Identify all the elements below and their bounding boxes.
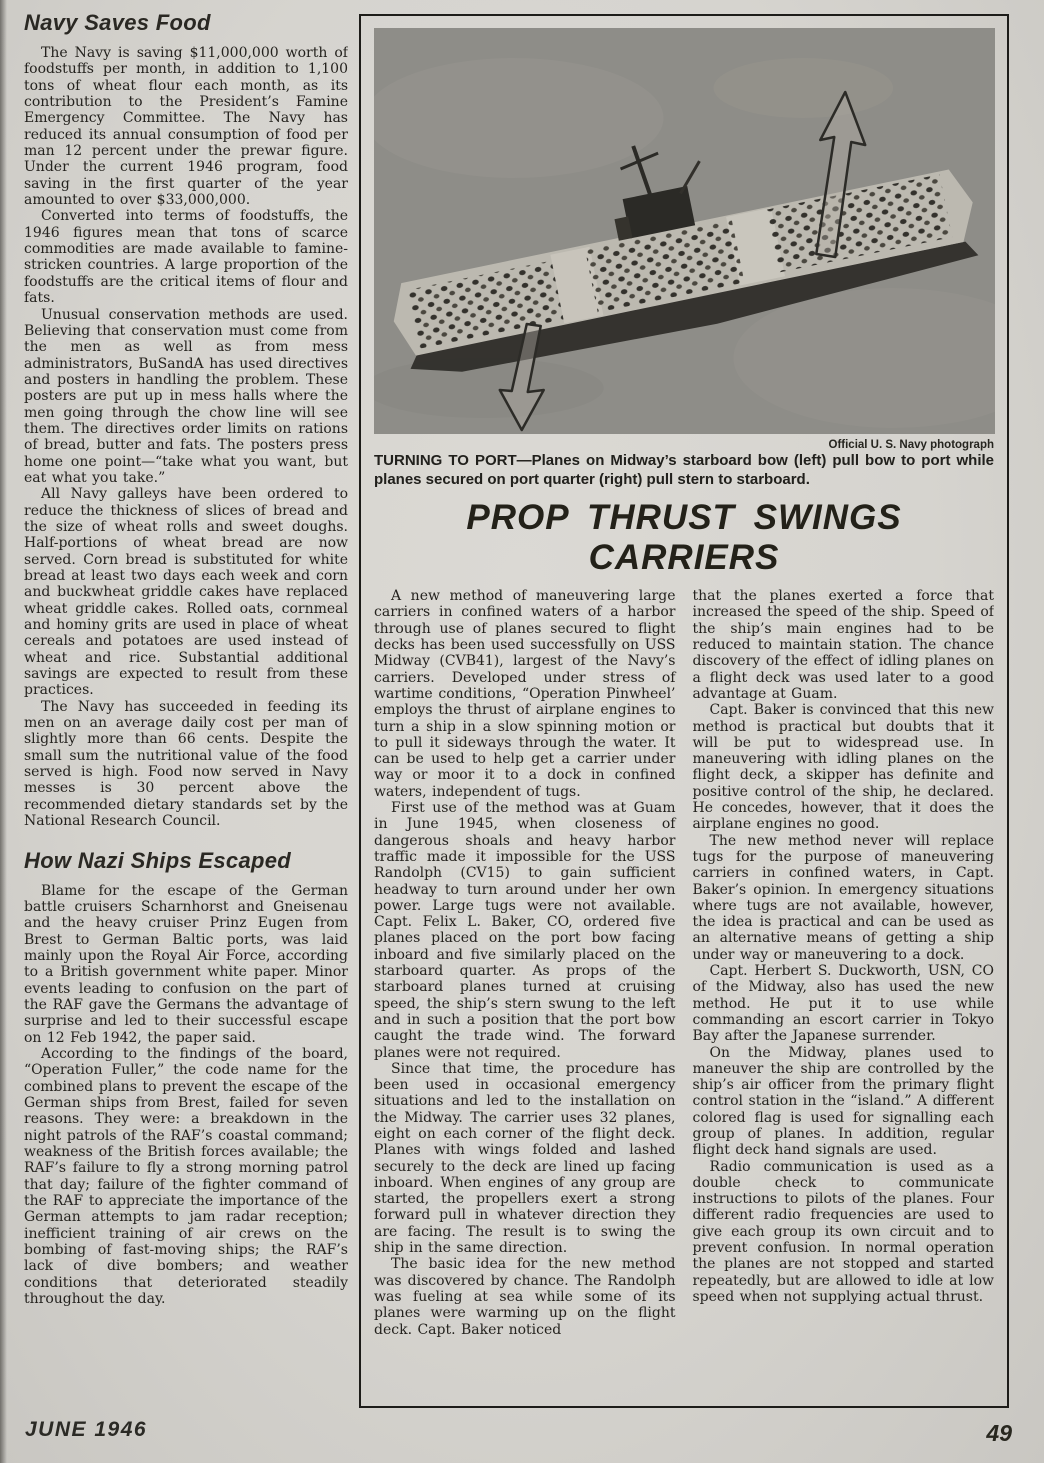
paragraph: The Navy is saving $11,000,000 worth of foodstuffs per month, in addition to 1,100 tons of wheat flour each month, as its contribution to the President’s Famine Emergency Committee. The Navy has reduced its annual consumption of food per man 12 percent under the prewar figure. Under the current 1946 program, food saving in the first quarter of the year amounted to over $33,000,000. (24, 45, 348, 209)
article-columns (374, 588, 994, 1408)
article-box (359, 14, 1009, 1408)
paragraph: Converted into terms of foodstuffs, the 1946 figures mean that tons of scarce commodities are made available to famine-stricken countries. A large proportion of the foodstuffs are the critical items of flour and fats. (24, 208, 348, 307)
article-headline: PROP THRUST SWINGS CARRIERS (466, 498, 902, 578)
paragraph: Since that time, the procedure has been used in occasional emergency situations and led to the installation on the Midway. The carrier uses 32 planes, eight on each corner of the flight deck. Planes with wings folded and lashed securely to the deck are lined up facing inboard. When engines of any group are started, the propellers exert a strong forward pull in whatever direction they are facing. The result is to swing the ship in the same direction. (374, 1060, 676, 1257)
paragraph: Blame for the escape of the German battle cruisers Scharnhorst and Gneisenau and the heavy cruiser Prinz Eugen from Brest to German Baltic ports, was laid mainly upon the Royal Air Force, according to a British government white paper. Minor events leading to confusion on the part of the RAF gave the Germans the advantage of surprise and led to their successful escape on 12 Feb 1942, the paper said. (24, 882, 348, 1046)
carrier-photo-illustration (374, 28, 995, 434)
paragraph: First use of the method was at Guam in June 1945, when closeness of dangerous shoals and heavy harbor traffic made it impossible for the USS Randolph (CV15) to gain sufficient headway to turn around under her own power. Large tugs were not available. Capt. Felix L. Baker, CO, ordered five planes placed on the port bow facing inboard and five similarly placed on the starboard quarter. As props of the starboard planes turned at cruising speed, the ship’s stern swung to the left and in such a position that the port bow caught the trade wind. The forward planes were not required. (374, 800, 676, 1061)
left-column (24, 10, 348, 1402)
paragraph: On the Midway, planes used to maneuver the ship are controlled by the ship’s air officer from the primary flight control station in the “island.” A different colored flag is used for signalling each group of planes. In addition, regular flight deck hand signals are used. (692, 1044, 994, 1159)
page-number: 49 (986, 1420, 1012, 1446)
paragraph: According to the findings of the board, “Operation Fuller,” the code name for the combined plans to prevent the escape of the German ships from Brest, failed for seven reasons. They were: a breakdown in the night patrols of the RAF’s coastal command; weakness of the British forces available; the RAF’s failure to fly a strong morning patrol that day; failure of the fighter command of the RAF to appreciate the importance of the German attempts to jam radar reception; inefficient training of air crews on the bombing of fast-moving ships; the RAF’s lack of dive bombers; and weather conditions that deteriorated steadily throughout the day. (24, 1045, 348, 1308)
paragraph: Unusual conservation methods are used. Believing that conservation must come from the men as well as from mess administrators, BuSandA has used directives and posters in handling the problem. These posters are put up in mess halls where the men going through the chow line will see them. The directives order limits on rations of bread, butter and fats. The posters press home one point—“take what you want, but eat what you take.” (24, 306, 348, 486)
paragraph: Radio communication is used as a double check to communicate instructions to pilots of the planes. Four different radio frequencies are used to give each group its own circuit and to prevent confusion. In normal operation the planes are not stopped and started repeatedly, but are allowed to idle at low speed when not supplying actual thrust. (692, 1158, 994, 1305)
article-column-1 (374, 588, 676, 1408)
photo-credit: Official U. S. Navy photograph (828, 439, 994, 451)
paragraph: Capt. Baker is convinced that this new method is practical but doubts that it will be put to widespread use. In maneuvering with idling planes on the flight deck, a skipper has definite and positive control of the ship, he declared. He concedes, however, that it does the airplane engines no good. (692, 702, 994, 833)
section-heading-how-nazi-ships-escaped: How Nazi Ships Escaped (24, 847, 292, 873)
section-heading-navy-saves-food: Navy Saves Food (24, 10, 211, 35)
carrier-photo (374, 28, 995, 434)
paragraph: The new method never will replace tugs for the purpose of maneuvering carriers in confined waters, in Capt. Baker’s opinion. In emergency situations where tugs are not available, however, the idea is practical and can be used as an alternative means of getting a ship under way or maneuvering to a dock. (692, 832, 994, 963)
paragraph: Capt. Herbert S. Duckworth, USN, CO of the Midway, also has used the new method. He put it to use while commanding an escort carrier in Tokyo Bay after the Japanese surrender. (692, 963, 994, 1045)
issue-date: JUNE 1946 (25, 1418, 148, 1441)
photo-caption: TURNING TO PORT—Planes on Midway’s starboard bow (left) pull bow to port while planes secured on port quarter (right) pull stern to starboard. (374, 452, 994, 488)
paragraph: The Navy has succeeded in feeding its men on an average daily cost per man of slightly more than 66 cents. Despite the small sum the nutritional value of the food served is high. Food now served in Navy messes is 30 percent above the recommended dietary standards set by the National Research Council. (24, 698, 348, 830)
paragraph: All Navy galleys have been ordered to reduce the thickness of slices of bread and the size of wheat rolls and sweet doughs. Half-portions of wheat bread are now served. Corn bread is substituted for white bread at least two days each week and corn and buckwheat griddle cakes have replaced wheat griddle cakes. Rolled oats, cornmeal and hominy grits are used in place of wheat cereals and potatoes are used instead of wheat and rice. Substantial additional savings are expected to result from these practices. (24, 486, 348, 699)
paragraph: The basic idea for the new method was discovered by chance. The Randolph was fueling at sea while some of its planes were warming up on the flight deck. Capt. Baker noticed (374, 1256, 676, 1338)
article-column-2 (693, 588, 995, 1408)
paragraph: that the planes exerted a force that increased the speed of the ship. Speed of the ship’s main engines had to be reduced to maintain station. The chance discovery of the effect of idling planes on a flight deck was used later to a good advantage at Guam. (692, 588, 994, 702)
paragraph: A new method of maneuvering large carriers in confined waters of a harbor through use of planes secured to flight decks has been used successfully on USS Midway (CVB41), largest of the Navy’s carriers. Developed under stress of wartime conditions, “Operation Pinwheel’ employs the thrust of airplane engines to turn a ship in a slow spinning motion or to pull it sideways through the water. It can be used to help get a carrier under way or moor it to a dock in confined waters, independent of tugs. (374, 588, 676, 800)
